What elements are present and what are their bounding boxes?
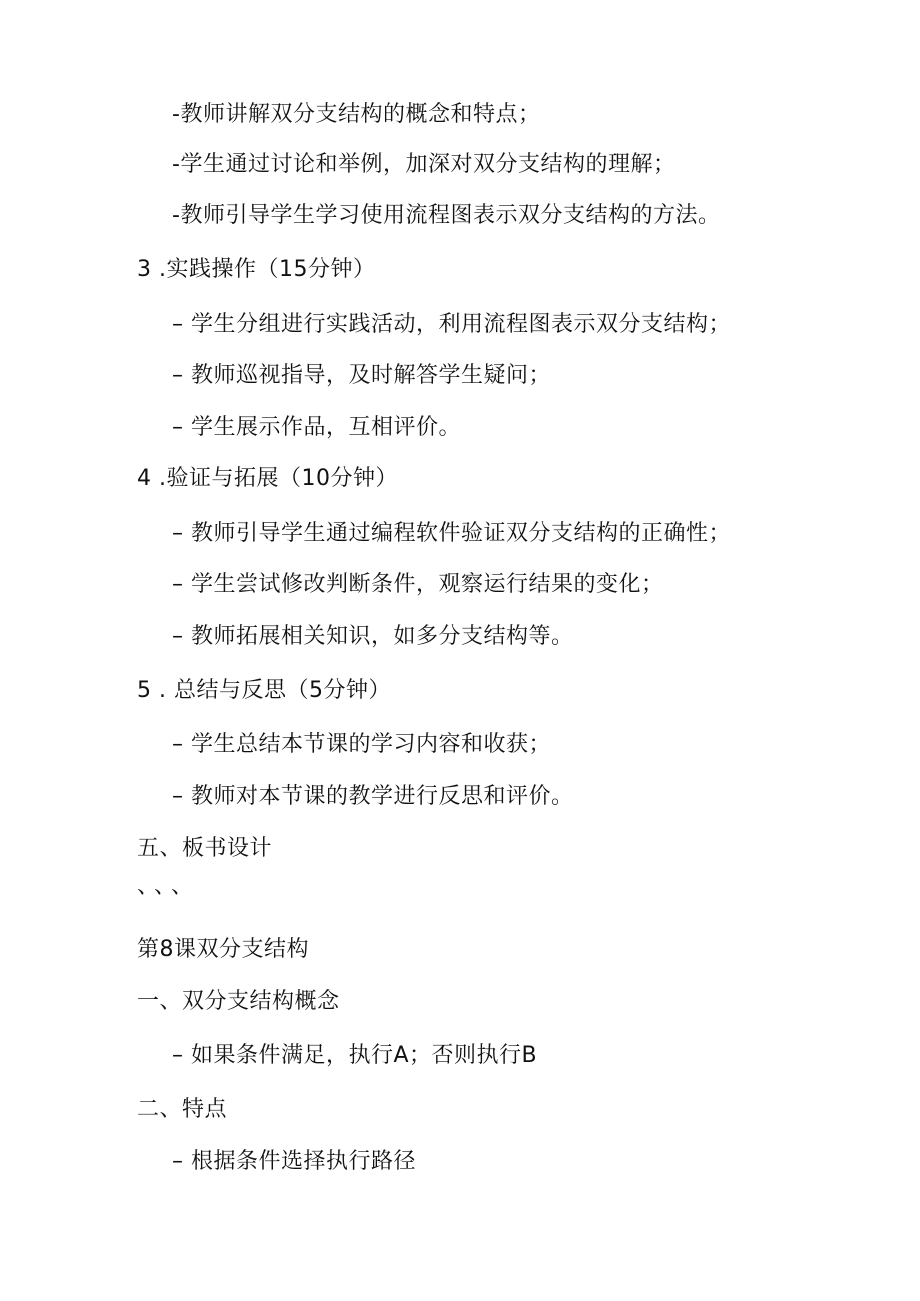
step-3-bullet-3: – 学生展示作品，互相评价。 xyxy=(172,415,461,440)
step-4-bullet-3: – 教师拓展相关知识，如多分支结构等。 xyxy=(172,624,574,649)
step-2-bullet-1: -教师讲解双分支结构的概念和特点； xyxy=(172,102,541,127)
step-5-heading: 5 . 总结与反思（5分钟） xyxy=(137,678,391,703)
board-features-heading: 二、特点 xyxy=(137,1097,228,1122)
step-5-bullet-2: – 教师对本节课的教学进行反思和评价。 xyxy=(172,784,574,809)
board-concept-bullet: – 如果条件满足，执行A；否则执行B xyxy=(172,1043,538,1068)
section-5-heading: 五、板书设计 xyxy=(137,836,273,861)
step-2-bullet-2: -学生通过讨论和举例，加深对双分支结构的理解； xyxy=(172,152,676,177)
step-5-bullet-1: – 学生总结本节课的学习内容和收获； xyxy=(172,732,551,757)
step-3-bullet-2: – 教师巡视指导，及时解答学生疑问； xyxy=(172,363,551,388)
step-3-bullet-1: – 学生分组进行实践活动，利用流程图表示双分支结构； xyxy=(172,312,731,337)
step-2-bullet-3: -教师引导学生学习使用流程图表示双分支结构的方法。 xyxy=(172,203,721,228)
step-4-bullet-1: – 教师引导学生通过编程软件验证双分支结构的正确性； xyxy=(172,521,731,546)
board-features-bullet: – 根据条件选择执行路径 xyxy=(172,1149,416,1174)
step-3-heading: 3 .实践操作（15分钟） xyxy=(137,257,376,282)
board-title: 第8课双分支结构 xyxy=(137,937,309,962)
step-4-bullet-2: – 学生尝试修改判断条件，观察运行结果的变化； xyxy=(172,572,664,597)
board-concept-heading: 一、双分支结构概念 xyxy=(137,989,340,1014)
separator-marks: 、、、 xyxy=(137,874,200,899)
step-4-heading: 4 .验证与拓展（10分钟） xyxy=(137,466,398,491)
